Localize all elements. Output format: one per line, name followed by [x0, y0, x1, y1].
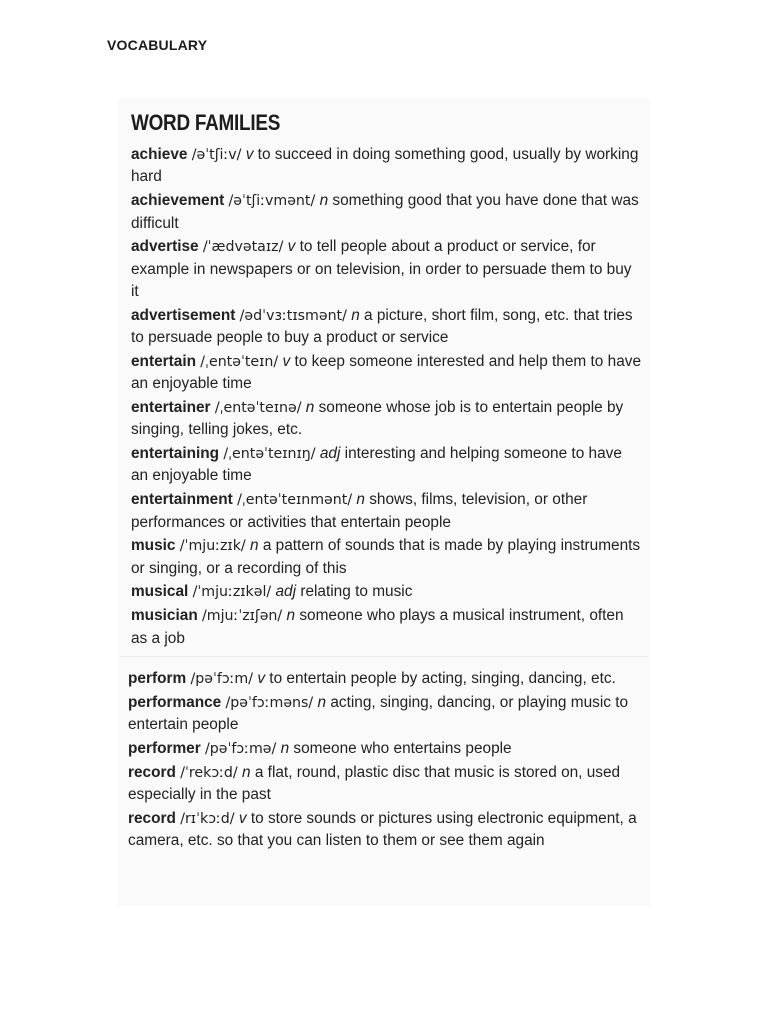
definition: relating to music	[300, 583, 413, 601]
headword: achievement	[131, 192, 225, 210]
headword: record	[128, 809, 176, 827]
part-of-speech: v	[287, 238, 296, 256]
dictionary-entry	[131, 605, 643, 650]
pronunciation: /əˈtʃiːv/	[191, 147, 242, 163]
part-of-speech: n	[286, 607, 296, 625]
part-of-speech: n	[351, 306, 360, 324]
dictionary-entry	[131, 443, 643, 488]
dictionary-entry	[131, 236, 643, 303]
section-title: WORD FAMILIES	[131, 110, 281, 135]
dictionary-entry	[128, 762, 640, 807]
definition: to store sounds or pictures using electronic equipment, a camera, etc. so that you can listen to them or see them again	[128, 809, 637, 850]
dictionary-entry	[131, 305, 643, 350]
definition: to keep someone interested and help them to have an enjoyable time	[131, 352, 642, 393]
entry-list-bottom	[128, 668, 640, 854]
part-of-speech: n	[319, 192, 329, 210]
dictionary-entry	[131, 397, 643, 442]
pronunciation: /pəˈfɔːməns/	[225, 694, 314, 711]
definition: someone who entertains people	[293, 739, 512, 757]
headword: achieve	[131, 146, 188, 163]
pronunciation: /pəˈfɔːmə/	[204, 740, 277, 757]
headword: performance	[128, 693, 222, 711]
dictionary-entry	[131, 535, 643, 580]
part-of-speech: n	[249, 537, 259, 555]
definition: interesting and helping someone to have an enjoyable time	[131, 445, 622, 485]
part-of-speech: n	[317, 693, 327, 711]
definition: someone whose job is to entertain people by singing, telling jokes, etc.	[131, 398, 624, 439]
pronunciation: /ˈmjuːzɪkəl/	[192, 584, 272, 601]
part-of-speech: adj	[319, 445, 341, 463]
dictionary-entry	[128, 808, 640, 853]
part-of-speech: v	[282, 352, 291, 370]
headword: entertainment	[131, 491, 233, 509]
part-of-speech: n	[280, 739, 290, 757]
pronunciation: /ˌentəˈteɪnə/	[214, 399, 302, 416]
running-head: VOCABULARY	[107, 37, 208, 53]
headword: advertise	[131, 238, 199, 256]
headword: musical	[131, 583, 189, 601]
pronunciation: /ˈrekɔːd/	[180, 764, 238, 781]
pronunciation: /ˌentəˈteɪnmənt/	[237, 492, 353, 509]
definition: a flat, round, plastic disc that music is stored on, used especially in the past	[128, 763, 621, 803]
part-of-speech: v	[257, 670, 266, 687]
definition: a pattern of sounds that is made by playing instruments or singing, or a recording of this	[131, 537, 641, 577]
dictionary-entry	[131, 190, 643, 235]
part-of-speech: n	[241, 763, 251, 781]
pronunciation: /ˌentəˈteɪn/	[200, 353, 279, 370]
definition: someone who plays a musical instrument, often as a job	[131, 607, 624, 647]
definition: to entertain people by acting, singing, dancing, etc.	[269, 670, 616, 687]
definition: acting, singing, dancing, or playing music to entertain people	[128, 693, 629, 734]
pronunciation: /mjuːˈzɪʃən/	[202, 608, 283, 625]
definition: to tell people about a product or service, for example in newspapers or on television, in order to persuade them to buy it	[131, 238, 632, 301]
headword: record	[128, 763, 176, 781]
headword: musician	[131, 607, 198, 625]
pronunciation: /ˈædvətaɪz/	[202, 239, 284, 256]
part-of-speech: v	[238, 809, 247, 827]
dictionary-entry	[131, 351, 643, 396]
pronunciation: /əˈtʃiːvmənt/	[228, 193, 316, 210]
definition: something good that you have done that was difficult	[131, 192, 639, 232]
part-of-speech: adj	[275, 583, 297, 601]
definition: to succeed in doing something good, usually by working hard	[131, 146, 639, 186]
pronunciation: /ˌentəˈteɪnɪŋ/	[223, 446, 316, 463]
part-of-speech: n	[356, 491, 365, 509]
headword: entertaining	[131, 445, 220, 463]
dictionary-entry	[131, 144, 643, 189]
headword: advertisement	[131, 306, 236, 324]
headword: performer	[128, 739, 201, 757]
headword: entertain	[131, 352, 196, 370]
definition: a picture, short film, song, etc. that tries to persuade people to buy a product or service	[131, 306, 633, 347]
part-of-speech: n	[305, 398, 315, 416]
pronunciation: /pəˈfɔːm/	[190, 671, 254, 687]
entry-list-top	[131, 144, 643, 651]
headword: perform	[128, 670, 187, 687]
part-of-speech: v	[245, 146, 254, 163]
scan-seam	[120, 656, 648, 657]
headword: entertainer	[131, 398, 211, 416]
dictionary-entry	[128, 738, 640, 760]
dictionary-entry	[131, 489, 643, 534]
pronunciation: /rɪˈkɔːd/	[180, 810, 235, 827]
dictionary-entry	[128, 668, 640, 690]
dictionary-entry	[128, 692, 640, 737]
pronunciation: /ˈmjuːzɪk/	[179, 538, 246, 555]
dictionary-entry	[131, 581, 643, 603]
headword: music	[131, 537, 176, 555]
definition: shows, films, television, or other performances or activities that entertain people	[131, 491, 588, 531]
pronunciation: /ədˈvɜːtɪsmənt/	[239, 307, 347, 324]
